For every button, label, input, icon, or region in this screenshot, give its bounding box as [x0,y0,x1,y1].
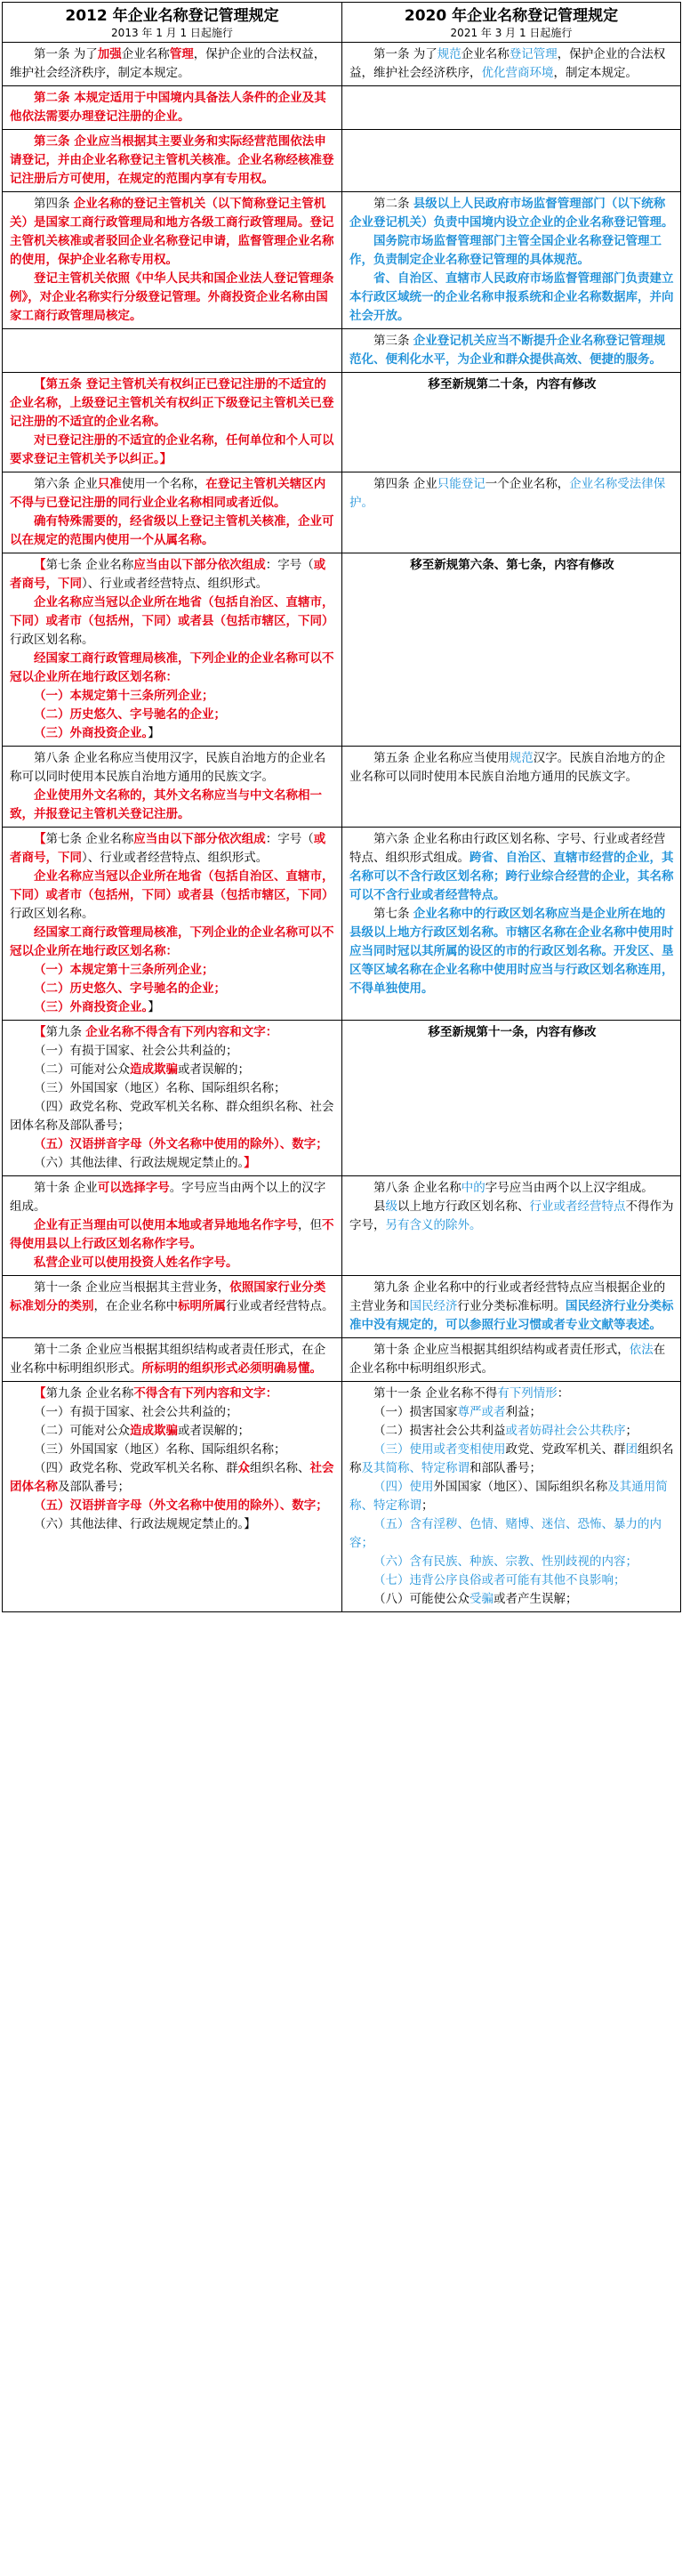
left-paragraph [10,270,336,326]
text-run: 或者商号，下同 [10,558,326,591]
left-paragraph [10,1341,336,1378]
text-run: 确有特殊需要的，经省级以上登记主管机关核准，企业可以在规定的范围内使用一个从属名称。 [10,514,334,547]
text-run: 利益； [505,1405,542,1419]
text-run: 组织名称 [349,1442,674,1475]
text-run: ，制定本规定。 [553,66,638,80]
left-paragraph [10,1441,336,1459]
text-run: （三）外国国家（地区）名称、国际组织名称； [34,1442,286,1457]
text-run: 行业分类标准标明。 [457,1299,566,1313]
text-run: 在登记主管机关辖区内不得与已登记注册的同行业企业名称相同或者近似。 [10,477,326,510]
left-title: 2012 年企业名称登记管理规定 [65,7,279,25]
text-run: 登记主管机关依照《中华人民共和国企业法人登记管理条例》，对企业名称实行分级登记管理。外商投资企业名称由国家工商行政管理局核定。 [10,271,334,323]
table-row [3,373,681,472]
text-run: 【 [34,1386,46,1401]
text-run: 企业名称 [461,47,509,61]
left-paragraph [10,998,336,1017]
left-paragraph [10,475,336,513]
text-run: 标明所属 [178,1299,226,1313]
right-clause-cell [342,1382,681,1612]
left-paragraph [10,868,336,924]
text-run: 】 [244,1156,256,1170]
left-column-header [3,3,342,43]
text-run: 行政区划名称。 [10,907,94,921]
left-clause-cell [3,86,342,130]
text-run: 行政区划名称。 [10,633,94,647]
text-run: 尊严或者 [457,1405,506,1419]
table-row [3,1382,681,1612]
text-run: （五）汉语拼音字母（外文名称中使用的除外）、数字； [34,1137,328,1151]
text-run: 字号应当由两个以上汉字组成。 [485,1181,654,1195]
table-row [3,828,681,1021]
text-run: 。字号应当由两个以上的汉字组成。 [10,1181,326,1214]
text-run: 第七条 [373,907,413,921]
text-run: ：字号（ [265,832,314,846]
right-paragraph [349,1515,675,1553]
left-clause-cell [3,130,342,192]
text-run: 企业使用外文名称的，其外文名称应当与中文名称相一致，并报登记主管机关登记注册。 [10,788,322,821]
left-paragraph [10,45,336,83]
text-run: ，保护企业的合法权益，维护社会经济秩序， [349,47,666,80]
right-clause-cell [342,192,681,329]
text-run: （三）外国国家（地区）名称、国际组织名称； [34,1081,286,1095]
left-paragraph [10,1179,336,1216]
text-run: 企业名称中的行政区划名称应当是企业所在地的县级以上地方行政区划名称。市辖区名称在企业名称中使用时应当同时冠以其所属的设区的市的行政区划名称。开发区、垦区等区域名称在企业名称中使用时应当与行政区划名称连用，不得单独使用。 [349,907,674,996]
table-row [3,553,681,747]
text-run: 受骗 [469,1592,493,1606]
text-run: 组织名称、 [250,1461,310,1475]
left-paragraph [10,830,336,868]
text-run: ； [625,1424,638,1438]
right-clause-cell [342,828,681,1021]
text-run: 有下列情形 [497,1386,558,1401]
text-run: 造成欺骗 [130,1424,178,1438]
left-paragraph [10,556,336,594]
table-row [3,329,681,373]
text-run: （八）可能使公众 [373,1592,469,1606]
text-run: 第九条 [45,1025,86,1039]
text-run: 或者商号，下同 [10,832,326,865]
text-run: ）、行业或者经营特点、组织形式。 [82,577,269,591]
text-run: ； [421,1498,434,1513]
text-run: 第十二条 企业应当根据其组织结构或者责任形式，在企业名称中标明组织形式。 [10,1343,326,1376]
left-clause-cell [3,373,342,472]
table-row [3,192,681,329]
table-row [3,472,681,553]
text-run: 第七条 企业名称 [45,832,134,846]
text-run: 中的 [461,1181,485,1195]
text-run: （一）有损于国家、社会公共利益的； [34,1405,238,1419]
text-run: （一）本规定第十三条所列企业； [34,689,214,703]
left-paragraph [10,1385,336,1403]
text-run: 应当由以下部分依次组成 [133,558,266,572]
left-paragraph [10,749,336,787]
text-run: 企业登记机关应当不断提升企业名称登记管理规范化、便利化水平，为企业和群众提供高效、便捷的服务。 [349,334,666,367]
text-run: 【 [34,558,46,572]
text-run: 团 [625,1442,638,1457]
text-run: （五）含有淫秽、色情、赌博、迷信、恐怖、暴力的内容； [349,1517,662,1550]
text-run: 一个企业名称， [485,477,570,491]
left-effective-date: 2013 年 1 月 1 日起施行 [111,27,233,39]
text-run: （三）使用或者变相使用 [373,1442,506,1457]
relocation-note: 移至新规第十一条，内容有修改 [428,1025,597,1039]
text-run: 企业名称不得含有下列内容和文字： [85,1025,278,1039]
text-run: ： [557,1386,570,1401]
text-run: （四）政党名称、党政军机关名称、群 [34,1461,238,1475]
right-clause-cell [342,553,681,747]
table-row [3,1021,681,1176]
table-row [3,43,681,86]
text-run: （二）历史悠久、字号驰名的企业； [34,981,226,996]
text-run: 】 [148,1000,160,1014]
text-run: 应当由以下部分依次组成 [133,832,266,846]
left-clause-cell [3,553,342,747]
text-run: 以上地方行政区划名称、 [397,1199,530,1214]
text-run: 第一条 为了 [373,47,437,61]
right-clause-cell [342,130,681,192]
table-row [3,1338,681,1382]
left-paragraph [10,724,336,743]
text-run: 】 [148,726,160,740]
right-clause-cell [342,43,681,86]
right-paragraph [349,1441,675,1478]
text-run: 依法 [629,1343,654,1357]
text-run: 县级以上人民政府市场监督管理部门（以下统称企业登记机关）负责中国境内设立企业的企业名称登记管理。 [349,197,674,230]
left-paragraph [10,650,336,687]
text-run: 使用一个名称， [121,477,206,491]
left-paragraph [10,1422,336,1441]
left-clause-cell [3,747,342,828]
right-paragraph [349,270,675,326]
text-run: 及其通用简称、特定称谓 [349,1480,668,1513]
text-run: 第九条 企业名称中的行业或者经营特点应当根据企业的主营业务和 [349,1280,666,1313]
text-run: （一）损害国家 [373,1405,458,1419]
text-run: 第九条 企业名称 [45,1386,134,1401]
text-run: 优化营商环境 [481,66,554,80]
text-run: 第三条 企业应当根据其主要业务和实际经营范围依法申请登记，并由企业名称登记主管机关核准。企业名称经核准登记注册后方可使用，在规定的范围内享有专用权。 [10,134,334,186]
text-run: 规范 [509,751,534,765]
right-title: 2020 年企业名称登记管理规定 [404,7,619,25]
text-run: 行业或者经营特点 [529,1199,626,1214]
right-paragraph [349,1385,675,1403]
text-run: 或者妨碍社会公共秩序 [505,1424,626,1438]
text-run: 只能登记 [437,477,485,491]
right-paragraph [349,475,675,513]
right-paragraph [349,1422,675,1441]
left-paragraph [10,375,336,432]
left-clause-cell [3,1021,342,1176]
text-run: 【 [34,832,46,846]
text-run: 或者产生误解； [493,1592,578,1606]
text-run: 第六条 企业 [34,477,98,491]
right-paragraph [349,905,675,998]
right-paragraph [349,1571,675,1590]
text-run: 众 [237,1461,250,1475]
right-clause-cell [342,1176,681,1276]
table-row [3,130,681,192]
header-row [3,3,681,43]
right-paragraph [349,232,675,270]
text-run: 外国国家（地区）、国际组织名称 [433,1480,608,1494]
text-run: 第四条 [34,197,74,211]
left-paragraph [10,961,336,980]
text-run: 规范 [437,47,461,61]
text-run: 或者误解的； [178,1062,250,1077]
text-run: 第一条 为了 [34,47,98,61]
right-paragraph [349,1478,675,1515]
right-paragraph [349,332,675,369]
text-run: 另有含义的除外。 [385,1218,482,1232]
text-run: 汉字。民族自治地方的企业名称可以同时使用本民族自治地方通用的民族文字。 [349,751,666,784]
right-paragraph [349,749,675,787]
right-paragraph [349,1179,675,1198]
left-paragraph [10,980,336,998]
left-paragraph [10,1216,336,1254]
left-paragraph [10,432,336,469]
text-run: 第二条 本规定适用于中国境内具备法人条件的企业及其他依法需要办理登记注册的企业。 [10,91,326,124]
text-run: （四）使用 [373,1480,434,1494]
right-clause-cell [342,1021,681,1176]
text-run: 不得含有下列内容和文字： [133,1386,278,1401]
right-paragraph [349,1403,675,1422]
left-paragraph [10,1098,336,1135]
text-run: （二）可能对公众 [34,1062,130,1077]
text-run: （六）含有民族、种族、宗教、性别歧视的内容； [373,1554,638,1569]
text-run: （三）外商投资企业。 [34,1000,148,1014]
text-run: 第八条 企业名称 [373,1181,461,1195]
left-paragraph [10,1135,336,1154]
table-row [3,86,681,130]
table-row [3,1276,681,1338]
text-run: 第三条 [373,334,413,348]
right-paragraph [349,1279,675,1335]
text-run: 经国家工商行政管理局核准，下列企业的企业名称可以不冠以企业所在地行政区划名称： [10,925,334,958]
right-clause-cell [342,472,681,553]
text-run: 对已登记注册的不适宜的企业名称，任何单位和个人可以要求登记主管机关予以纠正。】 [10,433,334,466]
left-paragraph [10,924,336,961]
left-paragraph [10,706,336,724]
left-clause-cell [3,192,342,329]
text-run: 社会团体名称 [10,1461,334,1494]
right-paragraph [349,830,675,905]
left-clause-cell [3,43,342,86]
text-run: 第十一条 企业应当根据其主营业务， [34,1280,230,1295]
text-run: 所标明的组织形式必须明确易懂。 [141,1361,322,1376]
text-run: 企业名称的登记主管机关（以下简称登记主管机关）是国家工商行政管理局和地方各级工商行政管理局。登记主管机关核准或者驳回企业名称登记申请，监督管理企业名称的使用，保护企业名称专用权。 [10,197,334,267]
text-run: 经国家工商行政管理局核准，下列企业的企业名称可以不冠以企业所在地行政区划名称： [10,651,334,684]
table-row [3,1176,681,1276]
text-run: 第十条 企业 [34,1181,98,1195]
left-paragraph [10,1459,336,1497]
left-clause-cell [3,1276,342,1338]
text-run: 及部队番号； [58,1480,130,1494]
right-paragraph [349,1590,675,1609]
text-run: （二）损害社会公共利益 [373,1424,506,1438]
text-run: 不得使用县以上行政区划名称作字号。 [10,1218,334,1251]
right-column-header [342,3,681,43]
text-run: 第四条 企业 [373,477,437,491]
right-clause-cell [342,329,681,373]
comparison-table [2,2,681,1612]
text-run: （二）历史悠久、字号驰名的企业； [34,707,226,722]
text-run: ，在企业名称中 [93,1299,178,1313]
text-run: 企业名称 [121,47,170,61]
text-run: ，保护企业的合法权益，维护社会经济秩序，制定本规定。 [10,47,326,80]
relocation-note: 移至新规第六条、第七条，内容有修改 [410,558,614,572]
text-run: 第五条 企业名称应当使用 [373,751,509,765]
text-run: （六）其他法律、行政法规规定禁止的。】 [34,1517,256,1531]
text-run: （四）政党名称、党政军机关名称、群众组织名称、社会团体名称及部队番号； [10,1100,334,1133]
text-run: ：字号（ [265,558,314,572]
right-clause-cell [342,86,681,130]
right-clause-cell [342,747,681,828]
text-run: 第八条 企业名称应当使用汉字，民族自治地方的企业名称可以同时使用本民族自治地方通用的民族文字。 [10,751,326,784]
text-run: 登记管理 [509,47,558,61]
text-run: 国民经济 [409,1299,458,1313]
left-paragraph [10,1042,336,1061]
text-run: 或者误解的； [178,1424,250,1438]
left-paragraph [10,89,336,126]
text-run: （二）可能对公众 [34,1424,130,1438]
text-run: 【 [34,1025,46,1039]
text-run: ，但 [298,1218,322,1232]
text-run: 县 [373,1199,386,1214]
text-run: ）、行业或者经营特点、组织形式。 [82,851,269,865]
left-paragraph [10,1515,336,1534]
text-run: 省、自治区、直辖市人民政府市场监督管理部门负责建立本行政区域统一的企业名称申报系统和企业名称数据库，并向社会开放。 [349,271,674,323]
left-paragraph [10,133,336,189]
text-run: 依照国家行业分类标准划分的类别 [10,1280,326,1313]
left-paragraph [10,195,336,270]
text-run: 第七条 企业名称 [45,558,134,572]
right-clause-cell [342,373,681,472]
right-clause-cell [342,1276,681,1338]
left-paragraph [10,1154,336,1173]
text-run: 企业名称应当冠以企业所在地省（包括自治区、直辖市，下同）或者市（包括州，下同）或者县（包括市辖区，下同） [10,595,334,628]
text-run: 【第五条 登记主管机关有权纠正已登记注册的不适宜的企业名称，上级登记主管机关有权纠正下级登记主管机关已登记注册的不适宜的企业名称。 [10,377,334,429]
text-run: 管理 [169,47,194,61]
text-run: 第十一条 企业名称不得 [373,1386,498,1401]
right-paragraph [349,1553,675,1571]
text-run: （五）汉语拼音字母（外文名称中使用的除外）、数字； [34,1498,328,1513]
left-paragraph [10,1254,336,1272]
left-paragraph [10,1023,336,1042]
left-paragraph [10,1061,336,1079]
left-paragraph [10,513,336,550]
text-run: 跨省、自治区、直辖市经营的企业，其名称可以不含行政区划名称；跨行业综合经营的企业，其名称可以不含行业或者经营特点。 [349,851,674,902]
text-run: （七）违背公序良俗或者可能有其他不良影响； [373,1573,626,1587]
text-run: 加强 [97,47,122,61]
text-run: 不得作为字号， [349,1199,674,1232]
left-clause-cell [3,472,342,553]
text-run: 企业有正当理由可以使用本地或者异地地名作字号 [34,1218,298,1232]
text-run: （六）其他法律、行政法规规定禁止的。 [34,1156,245,1170]
text-run: （三）外商投资企业。 [34,726,148,740]
left-clause-cell [3,1382,342,1612]
text-run: 国民经济行业分类标准中没有规定的，可以参照行业习惯或者专业文献等表述。 [349,1299,674,1332]
right-paragraph [349,195,675,232]
table-row [3,747,681,828]
text-run: 企业名称受法律保护。 [349,477,666,510]
right-paragraph [349,45,675,83]
left-paragraph [10,594,336,650]
left-clause-cell [3,1176,342,1276]
text-run: 国务院市场监督管理部门主管全国企业名称登记管理工作，负责制定企业名称登记管理的具体规范。 [349,234,662,267]
text-run: 行业或者经营特点。 [226,1299,334,1313]
text-run: 可以选择字号 [97,1181,170,1195]
text-run: 级 [385,1199,397,1214]
text-run: （一）有损于国家、社会公共利益的； [34,1044,238,1058]
text-run: 第六条 企业名称由行政区划名称、字号、行业或者经营特点、组织形式组成。 [349,832,666,865]
text-run: 在企业名称中标明组织形式。 [349,1343,666,1376]
right-paragraph [349,1341,675,1378]
left-clause-cell [3,329,342,373]
text-run: 私营企业可以使用投资人姓名作字号。 [34,1256,238,1270]
text-run: 和部队番号； [469,1461,542,1475]
right-paragraph [349,1198,675,1235]
right-clause-cell [342,1338,681,1382]
left-clause-cell [3,1338,342,1382]
text-run: 第十条 企业应当根据其组织结构或者责任形式， [373,1343,630,1357]
left-paragraph [10,687,336,706]
left-paragraph [10,1403,336,1422]
left-paragraph [10,1279,336,1316]
text-run: 第二条 [373,197,413,211]
text-run: 及其简称、特定称谓 [361,1461,469,1475]
text-run: 造成欺骗 [130,1062,178,1077]
text-run: 政党、党政军机关、群 [505,1442,626,1457]
text-run: （一）本规定第十三条所列企业； [34,963,214,977]
text-run: 企业名称应当冠以企业所在地省（包括自治区、直辖市，下同）或者市（包括州，下同）或者县（包括市辖区，下同） [10,869,334,902]
relocation-note: 移至新规第二十条，内容有修改 [428,377,597,392]
left-paragraph [10,787,336,824]
left-clause-cell [3,828,342,1021]
text-run: 只准 [97,477,122,491]
left-paragraph [10,1497,336,1515]
left-paragraph [10,1079,336,1098]
right-effective-date: 2021 年 3 月 1 日起施行 [450,27,573,39]
